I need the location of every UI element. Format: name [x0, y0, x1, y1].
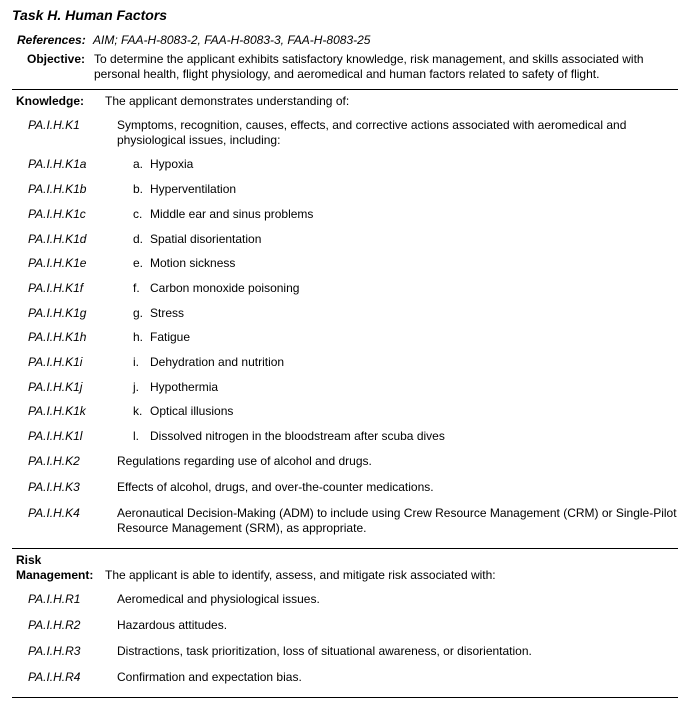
- element-code: PA.I.H.K1e: [28, 256, 87, 270]
- element-text: Hazardous attitudes.: [117, 618, 228, 632]
- objective-value: To determine the applicant exhibits satisfactory knowledge, risk management, and skills associated with personal health, flight physiology, and aeromedical and human factors related to safety of flight.: [94, 52, 644, 81]
- element-text: Symptoms, recognition, causes, effects, and corrective actions associated with aeromedical and physiological issues, including:: [117, 118, 627, 147]
- element-letter: l.: [133, 429, 139, 443]
- section-divider: [12, 548, 678, 549]
- element-code: PA.I.H.K1h: [28, 330, 87, 344]
- element-text: Distractions, task prioritization, loss of situational awareness, or disorientation.: [117, 644, 532, 658]
- element-code: PA.I.H.K1d: [28, 232, 87, 246]
- element-code: PA.I.H.R4: [28, 670, 81, 684]
- element-text: Effects of alcohol, drugs, and over-the-counter medications.: [117, 480, 434, 494]
- element-code: PA.I.H.K1j: [28, 380, 83, 394]
- knowledge-intro: The applicant demonstrates understanding of:: [105, 94, 350, 108]
- task-title: Task H. Human Factors: [12, 7, 168, 23]
- element-code: PA.I.H.K4: [28, 506, 80, 520]
- element-text: Hyperventilation: [150, 182, 237, 196]
- element-code: PA.I.H.K1g: [28, 306, 87, 320]
- objective-label: Objective:: [27, 52, 86, 66]
- element-code: PA.I.H.R2: [28, 618, 81, 632]
- element-letter: i.: [133, 355, 139, 369]
- element-text: Spatial disorientation: [150, 232, 262, 246]
- element-letter: e.: [133, 256, 144, 270]
- element-text: Stress: [150, 306, 185, 320]
- risk-label-line1: Risk: [16, 553, 42, 567]
- element-letter: a.: [133, 157, 144, 171]
- element-text: Dissolved nitrogen in the bloodstream after scuba dives: [150, 429, 445, 443]
- element-letter: g.: [133, 306, 144, 320]
- element-code: PA.I.H.R1: [28, 592, 81, 606]
- element-letter: b.: [133, 182, 144, 196]
- element-text: Carbon monoxide poisoning: [150, 281, 300, 295]
- element-text: Middle ear and sinus problems: [150, 207, 314, 221]
- element-text: Fatigue: [150, 330, 191, 344]
- section-divider: [12, 697, 678, 698]
- references-label: References:: [17, 33, 86, 47]
- element-text: Aeronautical Decision-Making (ADM) to include using Crew Resource Management (CRM) or Single-Pilot Resource Management (SRM), as appropriate.: [117, 506, 677, 535]
- element-code: PA.I.H.K1k: [28, 404, 86, 418]
- element-code: PA.I.H.K2: [28, 454, 80, 468]
- element-text: Aeromedical and physiological issues.: [117, 592, 320, 606]
- element-letter: k.: [133, 404, 143, 418]
- element-code: PA.I.H.K1f: [28, 281, 84, 295]
- risk-label-line2: Management:: [16, 568, 94, 582]
- element-code: PA.I.H.K1a: [28, 157, 87, 171]
- element-text: Optical illusions: [150, 404, 234, 418]
- element-code: PA.I.H.K1c: [28, 207, 86, 221]
- element-text: Regulations regarding use of alcohol and drugs.: [117, 454, 372, 468]
- section-divider: [12, 89, 678, 90]
- element-letter: f.: [133, 281, 140, 295]
- element-letter: c.: [133, 207, 143, 221]
- element-code: PA.I.H.K1i: [28, 355, 83, 369]
- references-value: AIM; FAA-H-8083-2, FAA-H-8083-3, FAA-H-8083-25: [93, 33, 371, 47]
- element-letter: d.: [133, 232, 144, 246]
- element-letter: j.: [133, 380, 139, 394]
- element-code: PA.I.H.R3: [28, 644, 81, 658]
- element-text: Confirmation and expectation bias.: [117, 670, 302, 684]
- element-text: Dehydration and nutrition: [150, 355, 285, 369]
- knowledge-label: Knowledge:: [16, 94, 84, 108]
- element-code: PA.I.H.K1l: [28, 429, 83, 443]
- element-letter: h.: [133, 330, 144, 344]
- element-text: Motion sickness: [150, 256, 236, 270]
- risk-intro: The applicant is able to identify, assess, and mitigate risk associated with:: [105, 568, 496, 582]
- element-code: PA.I.H.K1b: [28, 182, 87, 196]
- element-text: Hypoxia: [150, 157, 194, 171]
- element-text: Hypothermia: [150, 380, 219, 394]
- references-row: [17, 33, 370, 47]
- element-code: PA.I.H.K3: [28, 480, 80, 494]
- element-code: PA.I.H.K1: [28, 118, 80, 132]
